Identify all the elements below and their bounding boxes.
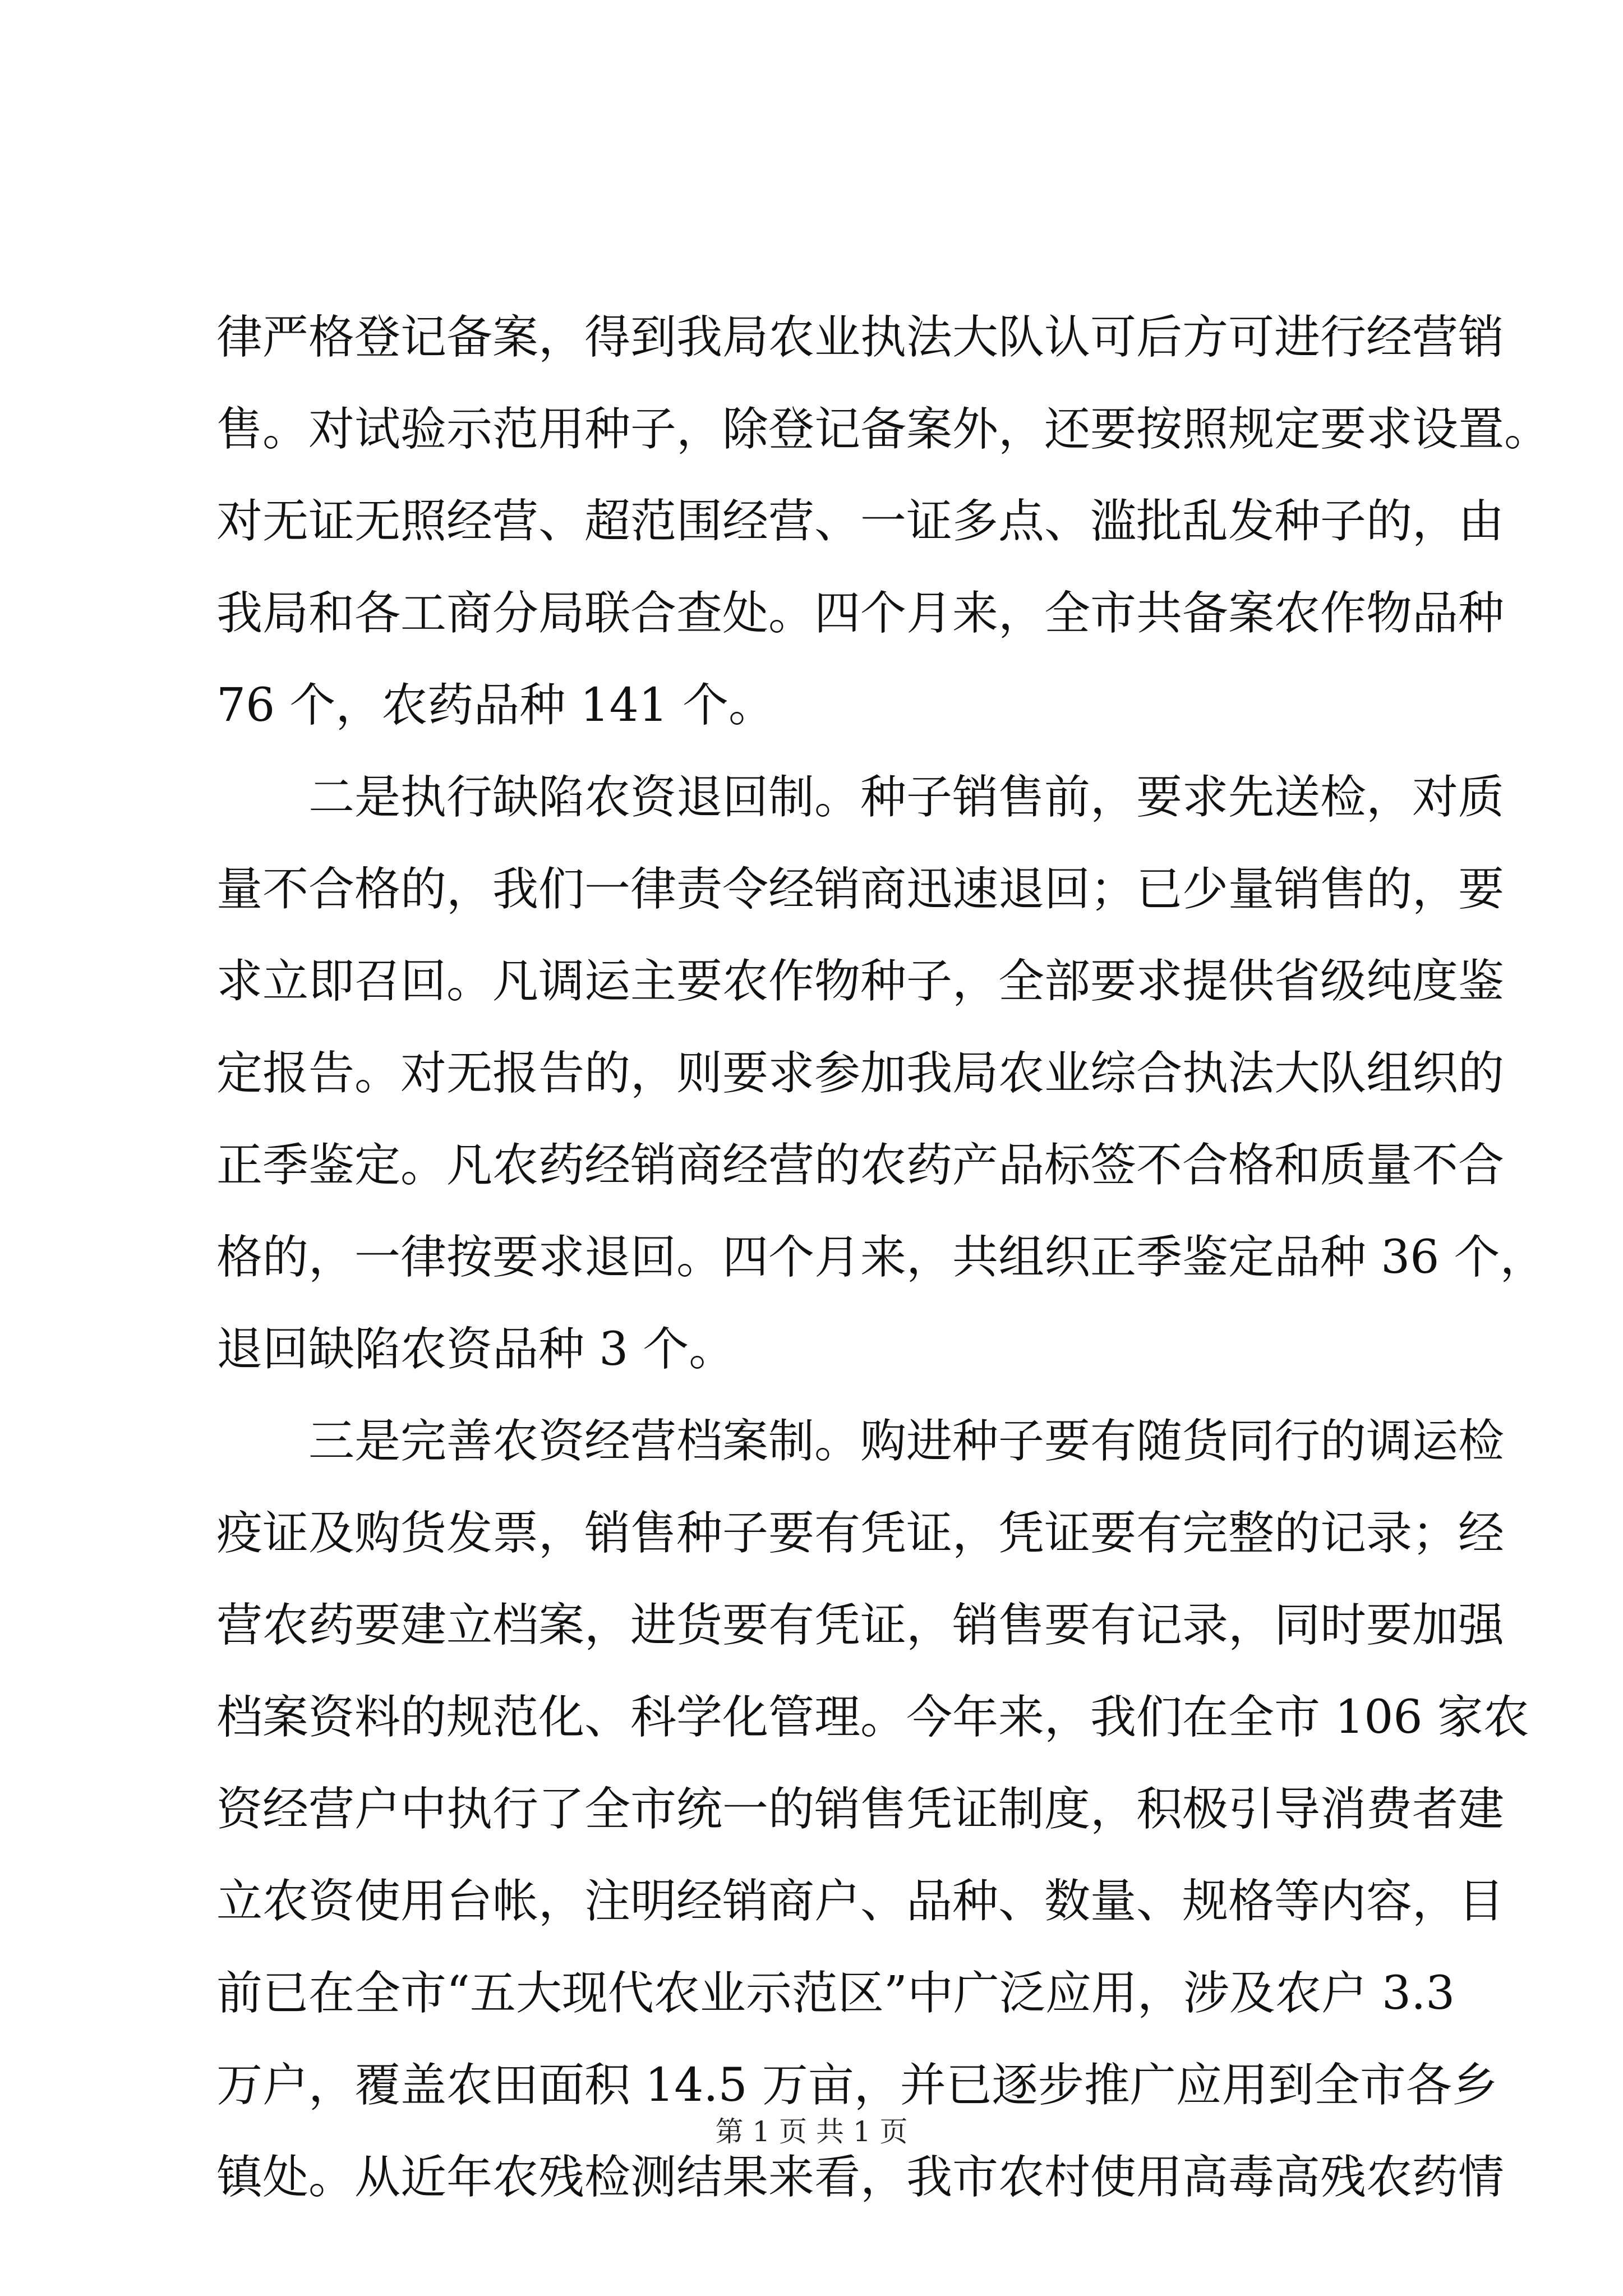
- text-line: 格的，一律按要求退回。四个月来，共组织正季鉴定品种 36 个，: [216, 1231, 1546, 1284]
- text-line: 量不合格的，我们一律责令经销商迅速退回；已少量销售的，要: [216, 863, 1505, 916]
- text-line: 正季鉴定。凡农药经销商经营的农药产品标签不合格和质量不合: [216, 1139, 1505, 1192]
- text-line: 前已在全市“五大现代农业示范区”中广泛应用，涉及农户 3.3: [216, 1967, 1455, 2020]
- text-line: 求立即召回。凡调运主要农作物种子，全部要求提供省级纯度鉴: [216, 955, 1505, 1008]
- text-line: 资经营户中执行了全市统一的销售凭证制度，积极引导消费者建: [216, 1783, 1505, 1836]
- text-line: 疫证及购货发票，销售种子要有凭证，凭证要有完整的记录；经: [216, 1507, 1505, 1560]
- text-line: 三是完善农资经营档案制。购进种子要有随货同行的调运检: [216, 1415, 1505, 1468]
- text-line: 营农药要建立档案，进货要有凭证，销售要有记录，同时要加强: [216, 1599, 1505, 1652]
- text-line: 76 个，农药品种 141 个。: [216, 679, 775, 732]
- body-text: [216, 292, 1551, 2224]
- text-line: 售。对试验示范用种子，除登记备案外，还要按照规定要求设置。: [216, 403, 1551, 456]
- text-line: 立农资使用台帐，注明经销商户、品种、数量、规格等内容，目: [216, 1875, 1505, 1928]
- text-line: 万户，覆盖农田面积 14.5 万亩，并已逐步推广应用到全市各乡: [216, 2059, 1498, 2112]
- text-line: 镇处。从近年农残检测结果来看，我市农村使用高毒高残农药情: [216, 2151, 1505, 2204]
- text-line: 二是执行缺陷农资退回制。种子销售前，要求先送检，对质: [216, 771, 1505, 824]
- page-footer: 第 1 页 共 1 页: [715, 2115, 908, 2148]
- text-line: 退回缺陷农资品种 3 个。: [216, 1323, 735, 1376]
- text-line: 我局和各工商分局联合查处。四个月来，全市共备案农作物品种: [216, 587, 1505, 640]
- text-line: 对无证无照经营、超范围经营、一证多点、滥批乱发种子的，由: [216, 495, 1505, 548]
- text-line: 档案资料的规范化、科学化管理。今年来，我们在全市 106 家农: [216, 1691, 1529, 1744]
- text-line: 律严格登记备案，得到我局农业执法大队认可后方可进行经营销: [216, 311, 1505, 364]
- text-line: 定报告。对无报告的，则要求参加我局农业综合执法大队组织的: [216, 1047, 1505, 1100]
